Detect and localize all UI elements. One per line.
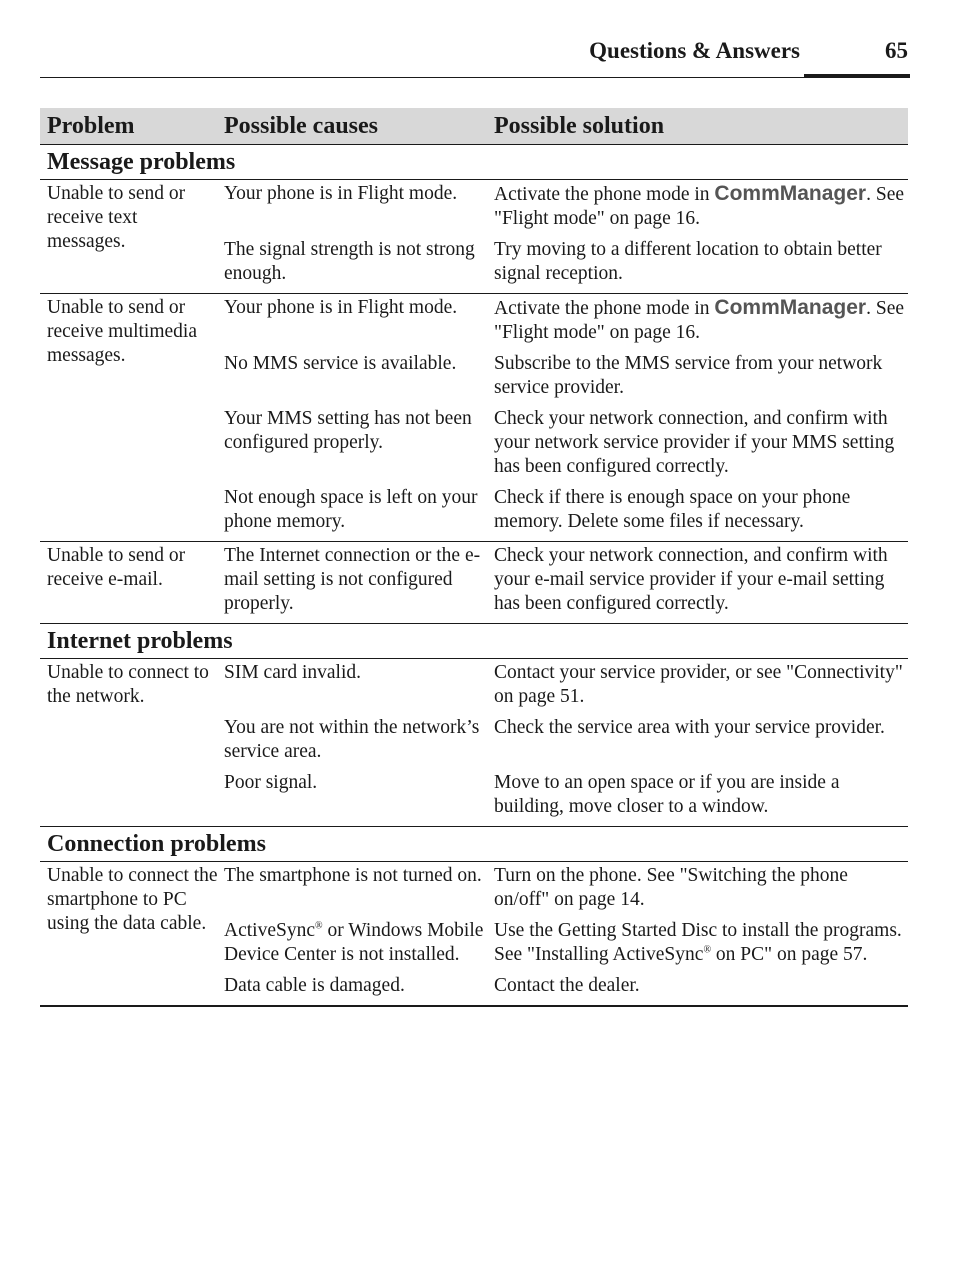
problem-cell: Unable to send or receive text messages. [47,183,186,252]
solution-cell: Check your network connection, and confirm with your e-mail service provider if your e-mail setting has been configured correctly. [494,545,888,614]
header-rule [40,77,910,78]
solution-text: on PC" on page 57. [711,944,868,965]
section-title: Internet problems [40,624,908,659]
table-row [218,716,908,771]
cause-cell: Your phone is in Flight mode. [224,183,458,204]
column-header-solution: Possible solution [494,113,665,139]
commmanager-label: CommManager [714,182,867,205]
problem-cell: Unable to connect to the network. [47,662,209,707]
cause-text: ActiveSync [224,920,315,941]
cause-cell: You are not within the network’s service area. [224,717,480,762]
solution-text: Activate the phone mode in [494,184,715,205]
table-row [218,919,908,974]
solution-cell: Subscribe to the MMS service from your network service provider. [494,353,883,398]
commmanager-label: CommManager [714,296,867,319]
solution-text: Use the Getting Started Disc to install the programs. See "Installing ActiveSync [494,920,902,965]
solution-cell: Check your network connection, and confirm with your network service provider if your MMS setting has been configured correctly. [494,408,895,477]
table-row-group [40,294,908,542]
problem-cell: Unable to connect the smartphone to PC using the data cable. [47,865,218,934]
header-tab-bar [804,74,910,78]
solution-cell: Try moving to a different location to obtain better signal reception. [494,239,882,284]
table-row-group [40,180,908,294]
table-row [218,864,908,919]
page-header [40,34,910,78]
solution-cell: Turn on the phone. See "Switching the phone on/off" on page 14. [494,865,848,910]
troubleshooting-table [40,108,908,1007]
table-row-group [40,542,908,624]
solution-text: Activate the phone mode in [494,298,715,319]
cause-cell: SIM card invalid. [224,662,362,683]
cause-cell: The Internet connection or the e-mail setting is not configured properly. [224,545,481,614]
header-title: Questions & Answers [589,38,800,63]
cause-cell: Data cable is damaged. [224,975,405,996]
solution-cell: Check if there is enough space on your phone memory. Delete some files if necessary. [494,487,851,532]
solution-cell: Move to an open space or if you are inside a building, move closer to a window. [494,772,840,817]
section-title: Message problems [40,145,908,180]
table-row [218,974,908,1005]
cause-cell: Not enough space is left on your phone memory. [224,487,478,532]
problem-cell: Unable to send or receive multimedia messages. [47,297,197,366]
table-row [218,661,908,716]
table-row [218,771,908,826]
solution-cell [488,182,908,231]
page-number: 65 [885,38,908,63]
column-header-problem: Problem [47,113,135,139]
cause-cell [218,919,488,967]
column-header-causes: Possible causes [224,113,379,139]
solution-cell: Contact your service provider, or see "Connectivity" on page 51. [494,662,903,707]
solution-text: . See "Flight mode" on page 16. [494,298,905,343]
solution-cell: Contact the dealer. [494,975,640,996]
table-row [218,352,908,407]
cause-cell: The signal strength is not strong enough. [224,239,475,284]
table-row [218,486,908,541]
table-header [40,108,908,145]
table-row [218,544,908,623]
table-row [218,296,908,352]
solution-cell [488,296,908,345]
solution-cell [488,919,908,967]
registered-mark: ® [314,920,323,932]
cause-cell: Your MMS setting has not been configured properly. [224,408,472,453]
table-row-group [40,862,908,1007]
table-row [218,182,908,238]
solution-text: . See "Flight mode" on page 16. [494,184,905,229]
cause-cell: No MMS service is available. [224,353,457,374]
table-row [218,238,908,293]
section-title: Connection problems [40,827,908,862]
table-row-group [40,659,908,827]
cause-text: or Windows Mobile Device Center is not installed. [224,920,484,965]
cause-cell: Poor signal. [224,772,318,793]
problem-cell: Unable to send or receive e-mail. [47,545,186,590]
table-row [218,407,908,486]
cause-cell: The smartphone is not turned on. [224,865,482,886]
cause-cell: Your phone is in Flight mode. [224,297,458,318]
solution-cell: Check the service area with your service provider. [494,717,885,738]
registered-mark: ® [703,944,712,956]
